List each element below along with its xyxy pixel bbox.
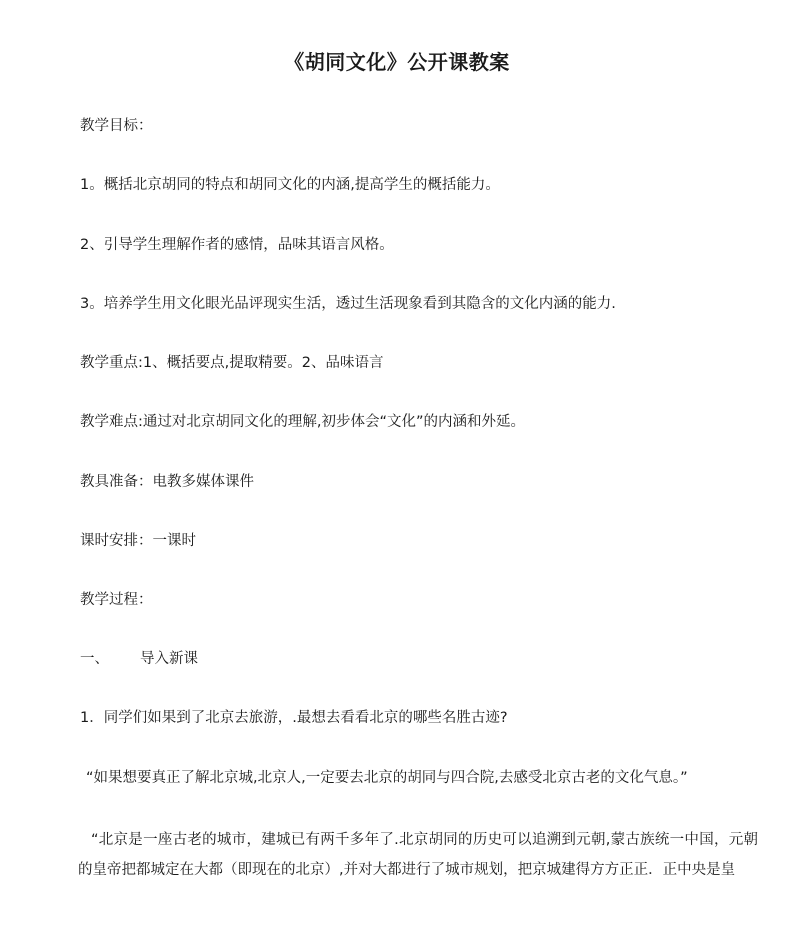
key-points: 教学重点:1、概括要点,提取精要。2、品味语言	[80, 355, 384, 371]
quote-1: “如果想要真正了解北京城,北京人,一定要去北京的胡同与四合院,去感受北京古老的文化气息。”	[86, 770, 688, 786]
objective-1: 1。概括北京胡同的特点和胡同文化的内涵,提高学生的概括能力。	[80, 177, 500, 193]
objectives-heading: 教学目标：	[80, 118, 153, 134]
section-1-number: 一、	[80, 651, 109, 667]
difficulties: 教学难点:通过对北京胡同文化的理解,初步体会“文化”的内涵和外延。	[80, 414, 526, 430]
question-1: 1．同学们如果到了北京去旅游，.最想去看看北京的哪些名胜古迹?	[80, 710, 508, 726]
section-1-title: 导入新课	[140, 651, 198, 667]
process-heading: 教学过程：	[80, 592, 153, 608]
section-1-heading	[80, 650, 198, 668]
document-title: 《胡同文化》公开课教案	[284, 50, 510, 74]
objective-2: 2、引导学生理解作者的感情，品味其语言风格。	[80, 237, 394, 253]
teaching-tools: 教具准备：电教多媒体课件	[80, 474, 254, 490]
class-schedule: 课时安排：一课时	[80, 533, 196, 549]
objective-3: 3。培养学生用文化眼光品评现实生活，透过生活现象看到其隐含的文化内涵的能力.	[80, 296, 616, 312]
quote-2-paragraph: “北京是一座古老的城市，建城已有两千多年了.北京胡同的历史可以追溯到元朝,蒙古族统一中国，元朝的皇帝把都城定在大都（即现在的北京）,并对大都进行了城市规划，把京城建得方方正正．正中央是皇	[78, 832, 758, 878]
